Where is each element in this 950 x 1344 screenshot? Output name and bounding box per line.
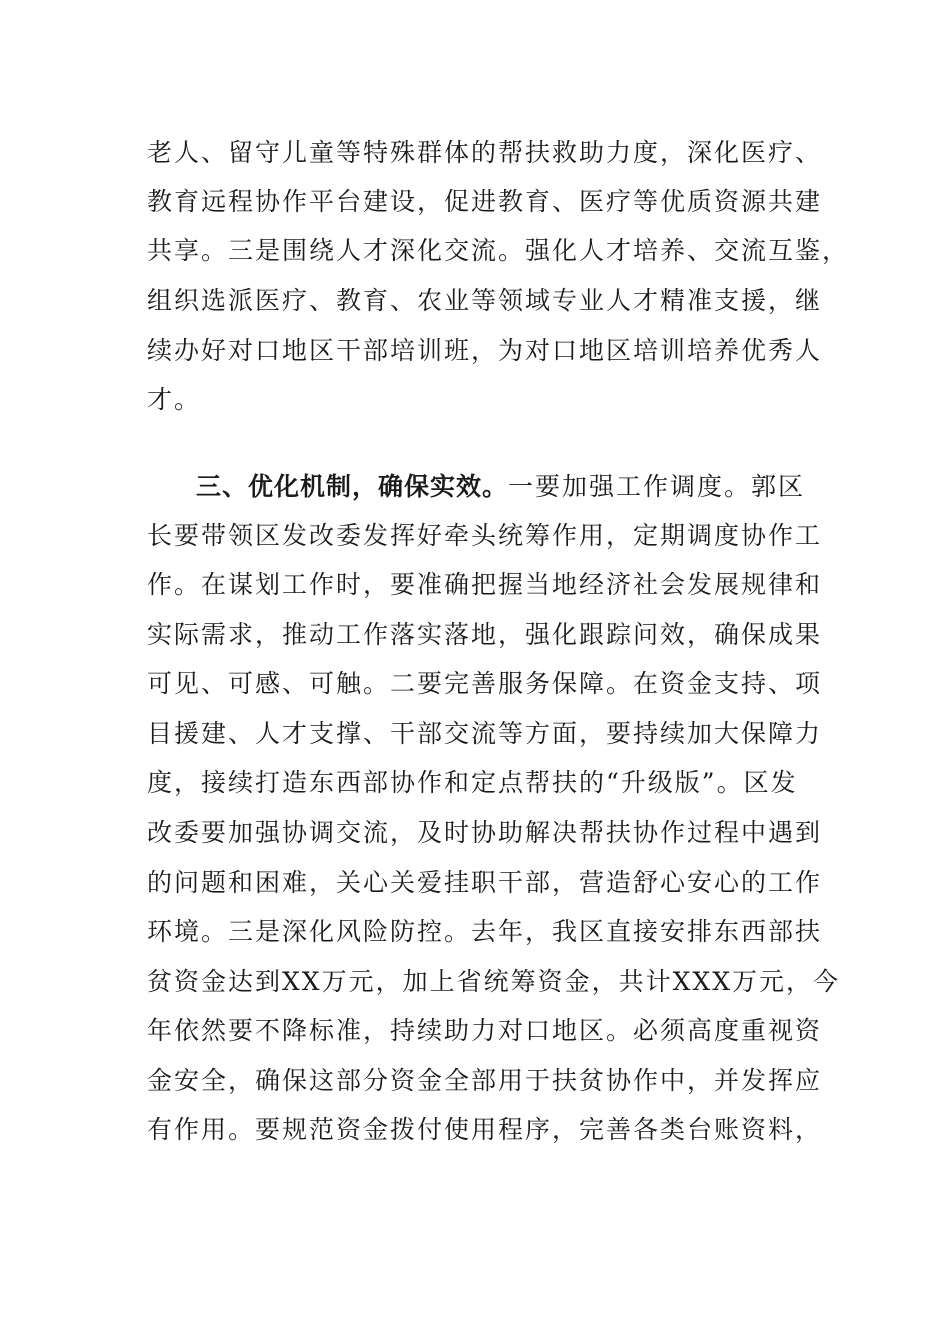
paragraph-line: 年依然要不降标准，持续助力对口地区。必须高度重视资 [147, 1016, 823, 1045]
paragraph-line: 环境。三是深化风险防控。去年，我区直接安排东西部扶 [147, 917, 823, 946]
section-heading: 三、优化机制，确保实效。 [196, 472, 509, 501]
paragraph-line: 长要带领区发改委发挥好牵头统筹作用，定期调度协作工 [147, 521, 823, 550]
paragraph-line: 老人、留守儿童等特殊群体的帮扶救助力度，深化医疗、 [147, 138, 823, 167]
paragraph-line: 的问题和困难，关心关爱挂职干部，营造舒心安心的工作 [147, 868, 823, 897]
paragraph-line: 有作用。要规范资金拨付使用程序，完善各类台账资料， [147, 1115, 823, 1144]
paragraph-line: 实际需求，推动工作落实落地，强化跟踪问效，确保成果 [147, 620, 823, 649]
paragraph-line: 可见、可感、可触。二要完善服务保障。在资金支持、项 [147, 669, 823, 698]
paragraph-line: 共享。三是围绕人才深化交流。强化人才培养、交流互鉴， [147, 236, 850, 265]
paragraph-line: 目援建、人才支撑、干部交流等方面，要持续加大保障力 [147, 719, 823, 748]
paragraph-line: 才。 [147, 385, 202, 414]
paragraph-line: 教育远程协作平台建设，促进教育、医疗等优质资源共建 [147, 187, 823, 216]
section-heading-line [196, 462, 856, 512]
paragraph-line: 改委要加强协调交流，及时协助解决帮扶协作过程中遇到 [147, 818, 823, 847]
section-heading-rest: 一要加强工作调度。郭区 [508, 472, 806, 501]
paragraph-line: 度，接续打造东西部协作和定点帮扶的“升级版”。区发 [147, 768, 798, 797]
paragraph-line: 续办好对口地区干部培训班，为对口地区培训培养优秀人 [147, 336, 823, 365]
paragraph-line: 金安全，确保这部分资金全部用于扶贫协作中，并发挥应 [147, 1066, 823, 1095]
paragraph-line: 作。在谋划工作时，要准确把握当地经济社会发展规律和 [147, 570, 823, 599]
paragraph-line: 组织选派医疗、教育、农业等领域专业人才精准支援，继 [147, 286, 823, 315]
paragraph-line: 贫资金达到XX万元，加上省统筹资金，共计XXX万元，今 [147, 967, 840, 996]
